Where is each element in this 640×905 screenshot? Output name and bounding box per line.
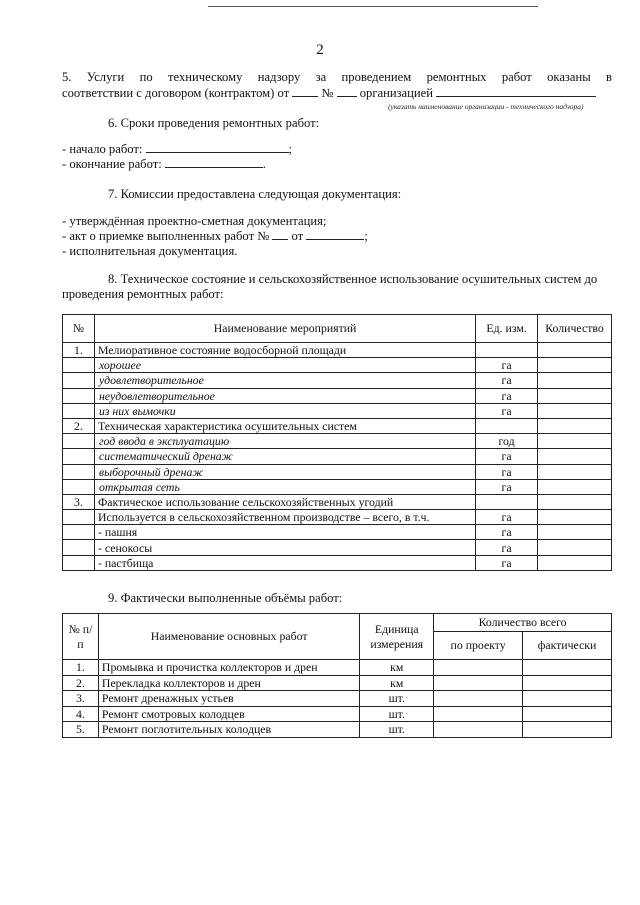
page-number: 2 — [316, 42, 324, 58]
s9-row-num: 4. — [63, 706, 99, 722]
s9-row — [63, 691, 612, 707]
s9-row-fact-field[interactable] — [523, 691, 612, 707]
s8-row-name: год ввода в эксплуатацию — [94, 434, 475, 449]
s8-row-name: систематический дренаж — [94, 449, 475, 464]
s9-row-num: 5. — [63, 722, 99, 738]
s8-header-qty: Количество — [538, 315, 612, 343]
s8-row-unit: га — [476, 555, 538, 570]
s6-title: 6. Сроки проведения ремонтных работ: — [108, 116, 320, 130]
s5-contract-number-field[interactable] — [337, 96, 357, 97]
s8-row-name: Мелиоративное состояние водосборной площади — [94, 343, 475, 358]
s9-header-total: Количество всего — [434, 614, 612, 632]
s8-row — [63, 358, 612, 373]
s8-row-unit: га — [476, 510, 538, 525]
s8-row — [63, 494, 612, 509]
s8-row — [63, 343, 612, 358]
s6-end-field[interactable] — [165, 167, 263, 168]
s9-row-fact-field[interactable] — [523, 675, 612, 691]
s8-row — [63, 540, 612, 555]
s9-row-unit: км — [360, 660, 434, 676]
s8-row-name: Техническая характеристика осушительных систем — [94, 418, 475, 433]
s8-row-num — [63, 373, 95, 388]
s8-header-num: № — [63, 315, 95, 343]
s9-row — [63, 706, 612, 722]
s9-row-plan-field[interactable] — [434, 660, 523, 676]
s9-row-num: 1. — [63, 660, 99, 676]
s8-row-unit: га — [476, 479, 538, 494]
s9-title: 9. Фактически выполненные объёмы работ: — [108, 591, 343, 605]
s8-row-unit: га — [476, 540, 538, 555]
s8-row-qty-field[interactable] — [538, 494, 612, 509]
s8-row-unit: га — [476, 388, 538, 403]
s9-header-unit: Единица измерения — [360, 614, 434, 660]
s8-row-name: неудовлетворительное — [94, 388, 475, 403]
s9-row — [63, 722, 612, 738]
s8-row-num — [63, 479, 95, 494]
s8-row-name: Фактическое использование сельскохозяйственных угодий — [94, 494, 475, 509]
s8-row — [63, 388, 612, 403]
s8-row — [63, 479, 612, 494]
s8-row-num — [63, 449, 95, 464]
s9-table-body — [63, 660, 612, 738]
s6-start-field[interactable] — [146, 152, 289, 153]
s9-table — [62, 613, 612, 738]
s8-row-qty-field[interactable] — [538, 373, 612, 388]
s8-row-num — [63, 555, 95, 570]
s8-row-name: из них вымочки — [94, 403, 475, 418]
s9-row-num: 2. — [63, 675, 99, 691]
s8-row-unit: га — [476, 403, 538, 418]
s6-start-label: - начало работ: — [62, 142, 143, 156]
s8-row-qty-field[interactable] — [538, 358, 612, 373]
s8-title-line1: 8. Техническое состояние и сельскохозяйственное использование осушительных систем до — [108, 272, 598, 286]
s7-title: 7. Комиссии предоставлена следующая документация: — [108, 187, 402, 201]
s8-row — [63, 525, 612, 540]
s7-act-number-field[interactable] — [272, 239, 288, 240]
s5-note: (указать наименование организации - технического надзора) — [388, 102, 584, 111]
s8-row-num — [63, 525, 95, 540]
s8-row-name: открытая сеть — [94, 479, 475, 494]
s8-row-num — [63, 358, 95, 373]
s8-row-qty-field[interactable] — [538, 479, 612, 494]
s8-row-num — [63, 388, 95, 403]
s9-row-fact-field[interactable] — [523, 722, 612, 738]
s9-row-plan-field[interactable] — [434, 722, 523, 738]
s9-row — [63, 660, 612, 676]
s8-title-line2: проведения ремонтных работ: — [62, 287, 224, 301]
s8-row-num — [63, 510, 95, 525]
s8-header-unit: Ед. изм. — [476, 315, 538, 343]
s7-item3: - исполнительная документация. — [62, 244, 238, 258]
s8-row-name: - сенокосы — [94, 540, 475, 555]
s9-header-plan: по проекту — [434, 632, 523, 660]
s8-row-unit: га — [476, 449, 538, 464]
s9-header-name: Наименование основных работ — [98, 614, 359, 660]
s9-row-plan-field[interactable] — [434, 691, 523, 707]
s8-row-name: Используется в сельскохозяйственном производстве – всего, в т.ч. — [94, 510, 475, 525]
s8-row — [63, 373, 612, 388]
s7-item1: - утверждённая проектно-сметная документация; — [62, 214, 327, 228]
s9-row-unit: км — [360, 675, 434, 691]
s9-row-name: Промывка и прочистка коллекторов и дрен — [98, 660, 359, 676]
s8-row-qty-field[interactable] — [538, 418, 612, 433]
s9-row-plan-field[interactable] — [434, 706, 523, 722]
s9-row-unit: шт. — [360, 706, 434, 722]
s8-row-num: 2. — [63, 418, 95, 433]
s8-row-unit: га — [476, 464, 538, 479]
s5-contract-label: соответствии с договором (контрактом) от — [62, 86, 290, 100]
s8-row-num: 1. — [63, 343, 95, 358]
s8-row — [63, 510, 612, 525]
s8-row-unit: га — [476, 525, 538, 540]
s8-row — [63, 555, 612, 570]
s8-row-qty-field[interactable] — [538, 403, 612, 418]
s5-org-field[interactable] — [436, 96, 596, 97]
s8-row-qty-field[interactable] — [538, 510, 612, 525]
top-rule — [208, 6, 538, 7]
s6-end-line: - окончание работ: . — [62, 157, 267, 171]
s8-row-name: удовлетворительное — [94, 373, 475, 388]
s9-row-name: Ремонт поглотительных колодцев — [98, 722, 359, 738]
s8-table-body — [63, 343, 612, 571]
s8-row-name: хорошее — [94, 358, 475, 373]
s8-row-unit — [476, 494, 538, 509]
s8-row-qty-field[interactable] — [538, 464, 612, 479]
s9-row-name: Ремонт дренажных устьев — [98, 691, 359, 707]
s8-table — [62, 314, 612, 571]
s8-row-qty-field[interactable] — [538, 555, 612, 570]
s5-org-label: организацией — [359, 86, 433, 100]
s9-row-unit: шт. — [360, 691, 434, 707]
s5-line2 — [62, 86, 596, 101]
s9-row-num: 3. — [63, 691, 99, 707]
s8-row-name: выборочный дренаж — [94, 464, 475, 479]
s8-row-qty-field[interactable] — [538, 449, 612, 464]
s6-end-label: - окончание работ: — [62, 157, 162, 171]
s7-act-date-field[interactable] — [306, 239, 364, 240]
s8-row-unit: га — [476, 373, 538, 388]
s8-row-num: 3. — [63, 494, 95, 509]
s8-row-qty-field[interactable] — [538, 343, 612, 358]
s8-row-qty-field[interactable] — [538, 540, 612, 555]
s9-row-plan-field[interactable] — [434, 675, 523, 691]
s8-row-unit — [476, 343, 538, 358]
s8-row — [63, 449, 612, 464]
s7-from-label: от — [291, 229, 304, 243]
s9-row-fact-field[interactable] — [523, 706, 612, 722]
s9-row-name: Ремонт смотровых колодцев — [98, 706, 359, 722]
s9-row-name: Перекладка коллекторов и дрен — [98, 675, 359, 691]
s8-row-unit — [476, 418, 538, 433]
s6-start-line: - начало работ: ; — [62, 142, 293, 156]
s9-header-fact: фактически — [523, 632, 612, 660]
s9-row — [63, 675, 612, 691]
s8-row-qty-field[interactable] — [538, 525, 612, 540]
s8-row — [63, 418, 612, 433]
s5-line1: 5. Услуги по техническому надзору за проведением ремонтных работ оказаны в — [62, 70, 612, 84]
s9-header-num: № п/п — [63, 614, 99, 660]
s5-number-sign: № — [321, 86, 334, 100]
s7-act-label: - акт о приемке выполненных работ № — [62, 229, 270, 243]
s8-row-name: - пашня — [94, 525, 475, 540]
s8-row — [63, 434, 612, 449]
s8-row-qty-field[interactable] — [538, 434, 612, 449]
s5-contract-date-field[interactable] — [292, 96, 318, 97]
s8-row — [63, 464, 612, 479]
s8-row-qty-field[interactable] — [538, 388, 612, 403]
s8-row-num — [63, 403, 95, 418]
s9-row-unit: шт. — [360, 722, 434, 738]
s8-row — [63, 403, 612, 418]
s9-row-fact-field[interactable] — [523, 660, 612, 676]
s8-row-num — [63, 434, 95, 449]
s8-row-num — [63, 540, 95, 555]
s8-row-unit: га — [476, 358, 538, 373]
s8-row-name: - пастбища — [94, 555, 475, 570]
s7-item2: - акт о приемке выполненных работ № от ; — [62, 229, 368, 243]
s8-row-num — [63, 464, 95, 479]
s8-header-name: Наименование мероприятий — [94, 315, 475, 343]
s8-row-unit: год — [476, 434, 538, 449]
